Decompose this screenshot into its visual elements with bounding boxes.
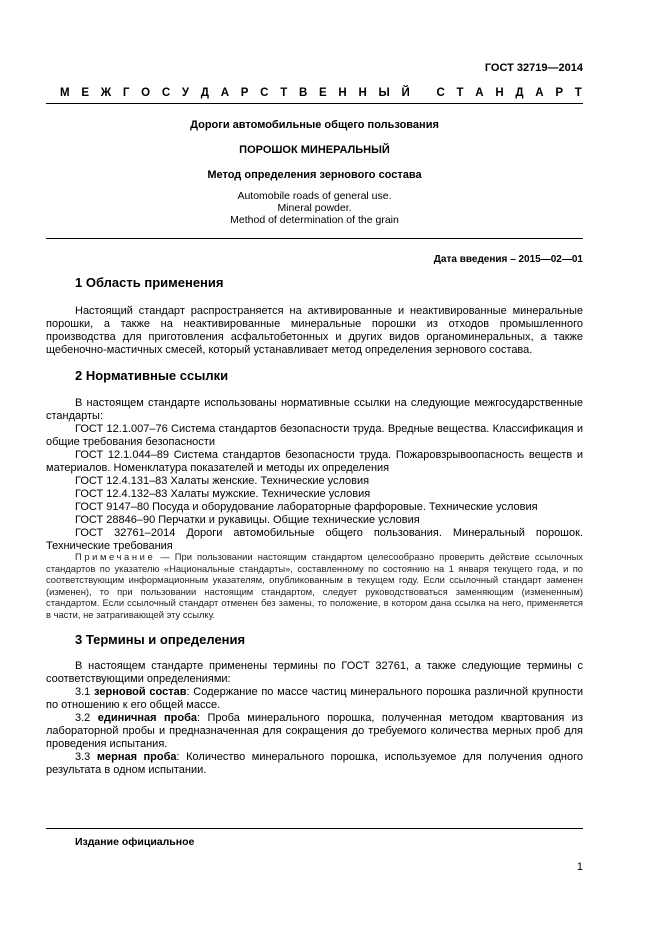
banner-letter: Д: [200, 87, 209, 99]
term-definition: [46, 686, 583, 712]
section-2-intro: В настоящем стандарте использованы нормативные ссылки на следующие межгосударственные стандарты:: [46, 397, 583, 422]
reference-item: ГОСТ 12.4.131–83 Халаты женские. Технические условия: [75, 475, 370, 487]
term-number: 3.3: [75, 751, 97, 763]
introduction-date: Дата введения – 2015—02—01: [433, 254, 583, 265]
banner-letter: Т: [574, 87, 582, 99]
banner-letter: Ж: [100, 87, 112, 99]
banner-letter: Ы: [378, 87, 390, 99]
section-2-note: [46, 551, 583, 620]
banner-letter: С: [260, 87, 269, 99]
term-definition: [46, 712, 583, 751]
term-text: : Количество минерального порошка, используемое для получения одного результата в одном испытании.: [46, 751, 583, 776]
banner-letter: Н: [495, 87, 504, 99]
term-definition: [46, 751, 583, 777]
reference-item: ГОСТ 12.1.044–89 Система стандартов безопасности труда. Пожаровзрывоопасность веществ и материалов. Номенклатура показателей и методы их определения: [46, 449, 583, 474]
title-line-2: ПОРОШОК МИНЕРАЛЬНЫЙ: [239, 144, 390, 156]
section-3-body: [46, 660, 583, 777]
note-text: — При пользовании настоящим стандартом целесообразно проверить действие ссылочных стандартов по указателю «Национальные стандарты», составленному по состоянию на 1 января текущего года, и по соответствующим информационным указателям, опубликованным в текущем году. Если ссылочный стандарт заменен (изменен), то при пользовании настоящим стандартом, следует руководствоваться заменяющим (измененным) стандартом. Если ссылочный стандарт отменен без замены, то положение, в котором дана ссылка на него, применяется в части, не затрагивающей эту ссылку.: [46, 551, 583, 620]
official-edition-label: Издание официальное: [75, 836, 195, 848]
banner-letter: Й: [401, 87, 410, 99]
footer-rule: [46, 828, 583, 829]
section-1-heading: 1 Область применения: [75, 275, 224, 290]
title-en-3: Method of determination of the grain: [230, 214, 399, 226]
term-name: зерновой состав: [94, 686, 187, 698]
term-name: мерная проба: [96, 751, 177, 763]
banner-letter: С: [436, 87, 445, 99]
banner-letter: Р: [240, 87, 249, 99]
banner-letter: У: [181, 87, 190, 99]
title-line-1: Дороги автомобильные общего пользования: [190, 119, 439, 131]
section-3-heading: 3 Термины и определения: [75, 632, 246, 647]
banner-letter: Р: [555, 87, 564, 99]
banner-letter: Г: [122, 87, 130, 99]
term-number: 3.1: [75, 686, 95, 698]
section-1-body: [46, 305, 583, 357]
banner-letter: В: [298, 87, 308, 99]
banner-letter: М: [60, 87, 70, 99]
note-label: Примечание: [75, 551, 156, 562]
reference-item: ГОСТ 12.4.132–83 Халаты мужские. Технические условия: [75, 488, 371, 500]
title-en-2: Mineral powder.: [277, 202, 352, 214]
banner-letter: Е: [81, 87, 89, 99]
banner-letter: С: [161, 87, 171, 99]
section-1-text: Настоящий стандарт распространяется на активированные и неактивированные минеральные порошки, а также на неактивированные минеральные порошки из отходов промышленного производства для приготовления асфальтобетонных и других видов органоминеральных, а также щебеночно-мастичных смесей, который устанавливает метод определения зернового состава.: [46, 305, 583, 356]
banner-letter: А: [535, 87, 544, 99]
standard-number: ГОСТ 32719—2014: [484, 62, 583, 74]
banner-letter: [422, 87, 425, 100]
term-name: единичная проба: [97, 712, 198, 724]
banner-letter: Т: [280, 87, 288, 99]
banner-letter: Д: [515, 87, 524, 99]
section-2-body: [46, 397, 583, 553]
section-3-intro: В настоящем стандарте применены термины по ГОСТ 32761, а также следующие термины с соответствующими определениями:: [46, 660, 583, 685]
reference-item: ГОСТ 28846–90 Перчатки и рукавицы. Общие технические условия: [75, 514, 420, 526]
header-rule: [46, 103, 583, 104]
banner-letter: А: [220, 87, 230, 99]
term-text: : Проба минерального порошка, полученная методом квартования из лабораторной пробы и предназначенная для сокращения до требуемого количества мерных проб для проведения испытания.: [46, 712, 583, 750]
reference-item: ГОСТ 9147–80 Посуда и оборудование лабораторные фарфоровые. Технические условия: [75, 501, 538, 513]
banner-letter: Т: [456, 87, 464, 99]
interstate-standard-banner: [60, 87, 582, 100]
title-en-1: Automobile roads of general use.: [237, 190, 392, 202]
banner-letter: Н: [338, 87, 347, 99]
reference-item: ГОСТ 12.1.007–76 Система стандартов безопасности труда. Вредные вещества. Классификация и общие требования безопасности: [46, 423, 583, 448]
banner-letter: А: [475, 87, 484, 99]
page-number: 1: [576, 861, 583, 873]
title-line-3: Метод определения зернового состава: [207, 169, 422, 181]
reference-item: ГОСТ 32761–2014 Дороги автомобильные общего пользования. Минеральный порошок. Технические требования: [46, 527, 583, 552]
banner-letter: Н: [358, 87, 367, 99]
term-text: : Содержание по массе частиц минерального порошка различной крупности по отношению к его общей массе.: [46, 686, 583, 711]
term-number: 3.2: [75, 712, 98, 724]
section-2-heading: 2 Нормативные ссылки: [75, 368, 229, 383]
title-rule: [46, 238, 583, 239]
banner-letter: О: [141, 87, 151, 99]
banner-letter: Е: [319, 87, 327, 99]
